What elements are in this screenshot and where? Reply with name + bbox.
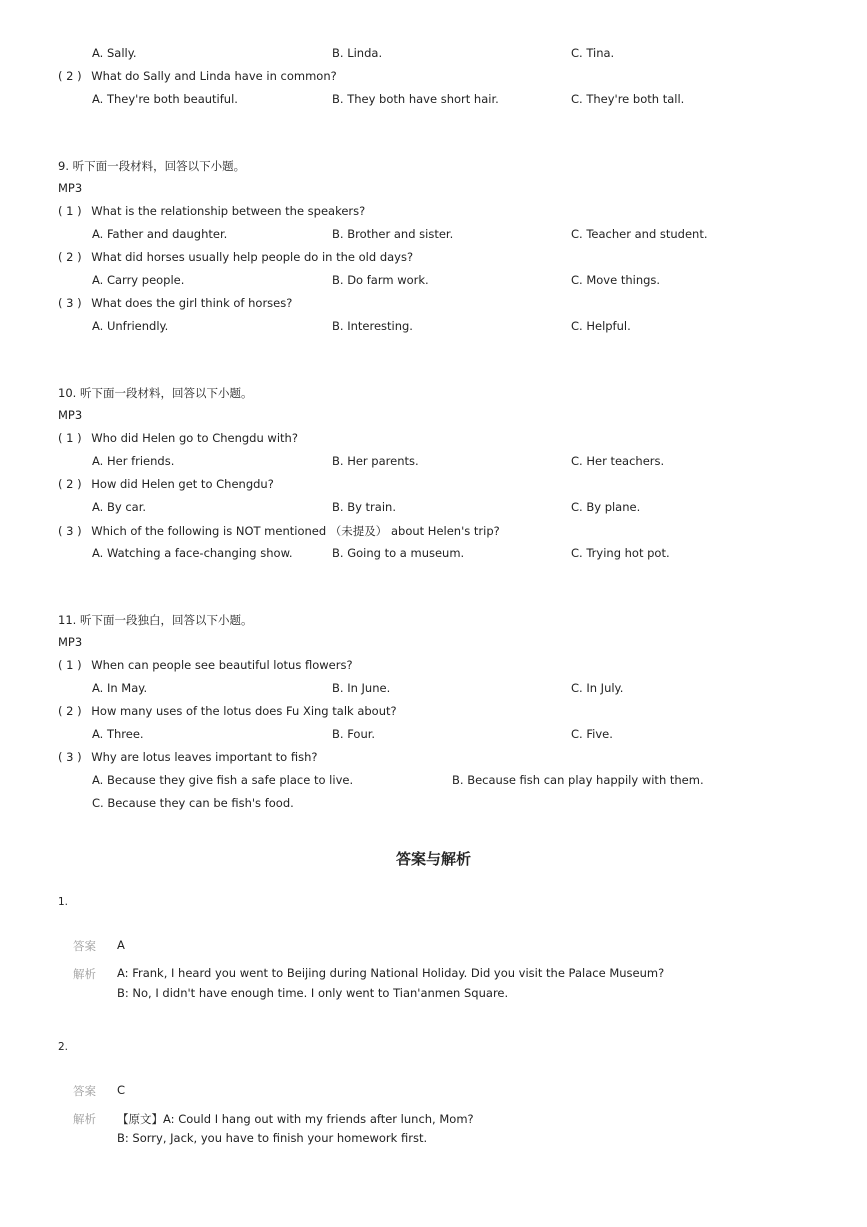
q8-p2-option-b: B. They both have short hair.	[332, 92, 499, 106]
q9-p3-option-b: B. Interesting.	[332, 319, 413, 333]
q10-p3-option-a: A. Watching a face-changing show.	[92, 546, 293, 560]
q11-mp3: MP3	[58, 635, 83, 649]
q8-p1-option-b: B. Linda.	[332, 46, 383, 60]
q8-p1-option-a: A. Sally.	[92, 46, 137, 60]
q11-p2-question	[58, 704, 397, 718]
q10-p2-question	[58, 477, 274, 491]
q8-p2-option-a: A. They're both beautiful.	[92, 92, 238, 106]
part-number: ( 1 )	[58, 431, 82, 445]
part-number: ( 2 )	[58, 704, 82, 718]
answer-2-label: 答案	[73, 1084, 96, 1098]
q9-p1-option-b: B. Brother and sister.	[332, 227, 454, 241]
q10-p3-question	[58, 523, 500, 539]
q8-p1-option-c: C. Tina.	[571, 46, 615, 60]
part-number: ( 3 )	[58, 524, 82, 538]
q10-p1-question	[58, 431, 298, 445]
part-text: How many uses of the lotus does Fu Xing talk about?	[91, 704, 397, 718]
q11-p3-question	[58, 750, 317, 764]
part-number: ( 2 )	[58, 477, 82, 491]
q10-p1-option-b: B. Her parents.	[332, 454, 419, 468]
q11-heading: 11. 听下面一段独白，回答以下小题。	[58, 613, 253, 627]
analysis-2-label: 解析	[73, 1112, 96, 1126]
q11-p3-option-b: B. Because fish can play happily with them.	[452, 773, 704, 787]
q9-heading: 9. 听下面一段材料，回答以下小题。	[58, 159, 246, 173]
q11-p1-option-b: B. In June.	[332, 681, 391, 695]
q11-p2-option-b: B. Four.	[332, 727, 376, 741]
answer-1-value: A	[117, 938, 125, 952]
part-text: How did Helen get to Chengdu?	[91, 477, 274, 491]
q9-p2-option-c: C. Move things.	[571, 273, 661, 287]
part-text: Who did Helen go to Chengdu with?	[91, 431, 298, 445]
q9-p2-question	[58, 250, 413, 264]
q11-p3-option-a: A. Because they give fish a safe place to live.	[92, 773, 354, 787]
q10-mp3: MP3	[58, 408, 83, 422]
q11-p2-option-a: A. Three.	[92, 727, 144, 741]
analysis-1-line-2: B: No, I didn't have enough time. I only went to Tian'anmen Square.	[117, 986, 509, 1000]
part-text: What did horses usually help people do in the old days?	[91, 250, 414, 264]
analysis-1-line-1: A: Frank, I heard you went to Beijing during National Holiday. Did you visit the Palace Museum?	[117, 966, 665, 980]
part-text: What is the relationship between the speakers?	[91, 204, 366, 218]
part-text: Which of the following is NOT mentioned （未提及） about Helen's trip?	[91, 524, 500, 538]
q10-p2-option-a: A. By car.	[92, 500, 147, 514]
q11-p1-option-c: C. In July.	[571, 681, 624, 695]
answer-2-value: C	[117, 1083, 126, 1097]
part-number: ( 1 )	[58, 204, 82, 218]
part-number: ( 3 )	[58, 750, 82, 764]
q8-p2-question	[58, 69, 337, 83]
q9-p2-option-b: B. Do farm work.	[332, 273, 429, 287]
q11-p2-option-c: C. Five.	[571, 727, 613, 741]
q9-p3-question	[58, 296, 292, 310]
q10-p1-option-c: C. Her teachers.	[571, 454, 665, 468]
q10-p3-option-b: B. Going to a museum.	[332, 546, 465, 560]
q9-p1-option-c: C. Teacher and student.	[571, 227, 708, 241]
q9-p2-option-a: A. Carry people.	[92, 273, 185, 287]
q10-p2-option-c: C. By plane.	[571, 500, 641, 514]
part-number: ( 2 )	[58, 69, 82, 83]
q10-p1-option-a: A. Her friends.	[92, 454, 175, 468]
part-text: What does the girl think of horses?	[91, 296, 293, 310]
part-number: ( 2 )	[58, 250, 82, 264]
analysis-1-label: 解析	[73, 967, 96, 981]
part-text: When can people see beautiful lotus flowers?	[91, 658, 353, 672]
answer-1-label: 答案	[73, 939, 96, 953]
q11-p3-option-c: C. Because they can be fish's food.	[92, 796, 294, 810]
q11-p1-question	[58, 658, 353, 672]
part-number: ( 3 )	[58, 296, 82, 310]
answer-1-number: 1.	[58, 896, 69, 908]
q8-p2-option-c: C. They're both tall.	[571, 92, 685, 106]
part-text: Why are lotus leaves important to fish?	[91, 750, 318, 764]
q9-mp3: MP3	[58, 181, 83, 195]
part-text: What do Sally and Linda have in common?	[91, 69, 337, 83]
q11-p1-option-a: A. In May.	[92, 681, 148, 695]
q9-p1-option-a: A. Father and daughter.	[92, 227, 228, 241]
answer-2-number: 2.	[58, 1041, 69, 1053]
part-number: ( 1 )	[58, 658, 82, 672]
answers-title: 答案与解析	[395, 850, 471, 868]
q9-p3-option-c: C. Helpful.	[571, 319, 631, 333]
analysis-2-line-2: B: Sorry, Jack, you have to finish your homework first.	[117, 1131, 428, 1145]
q10-heading: 10. 听下面一段材料，回答以下小题。	[58, 386, 253, 400]
q10-p3-option-c: C. Trying hot pot.	[571, 546, 670, 560]
q10-p2-option-b: B. By train.	[332, 500, 396, 514]
q9-p1-question	[58, 204, 365, 218]
q9-p3-option-a: A. Unfriendly.	[92, 319, 169, 333]
analysis-2-line-1: 【原文】A: Could I hang out with my friends after lunch, Mom?	[117, 1112, 474, 1126]
